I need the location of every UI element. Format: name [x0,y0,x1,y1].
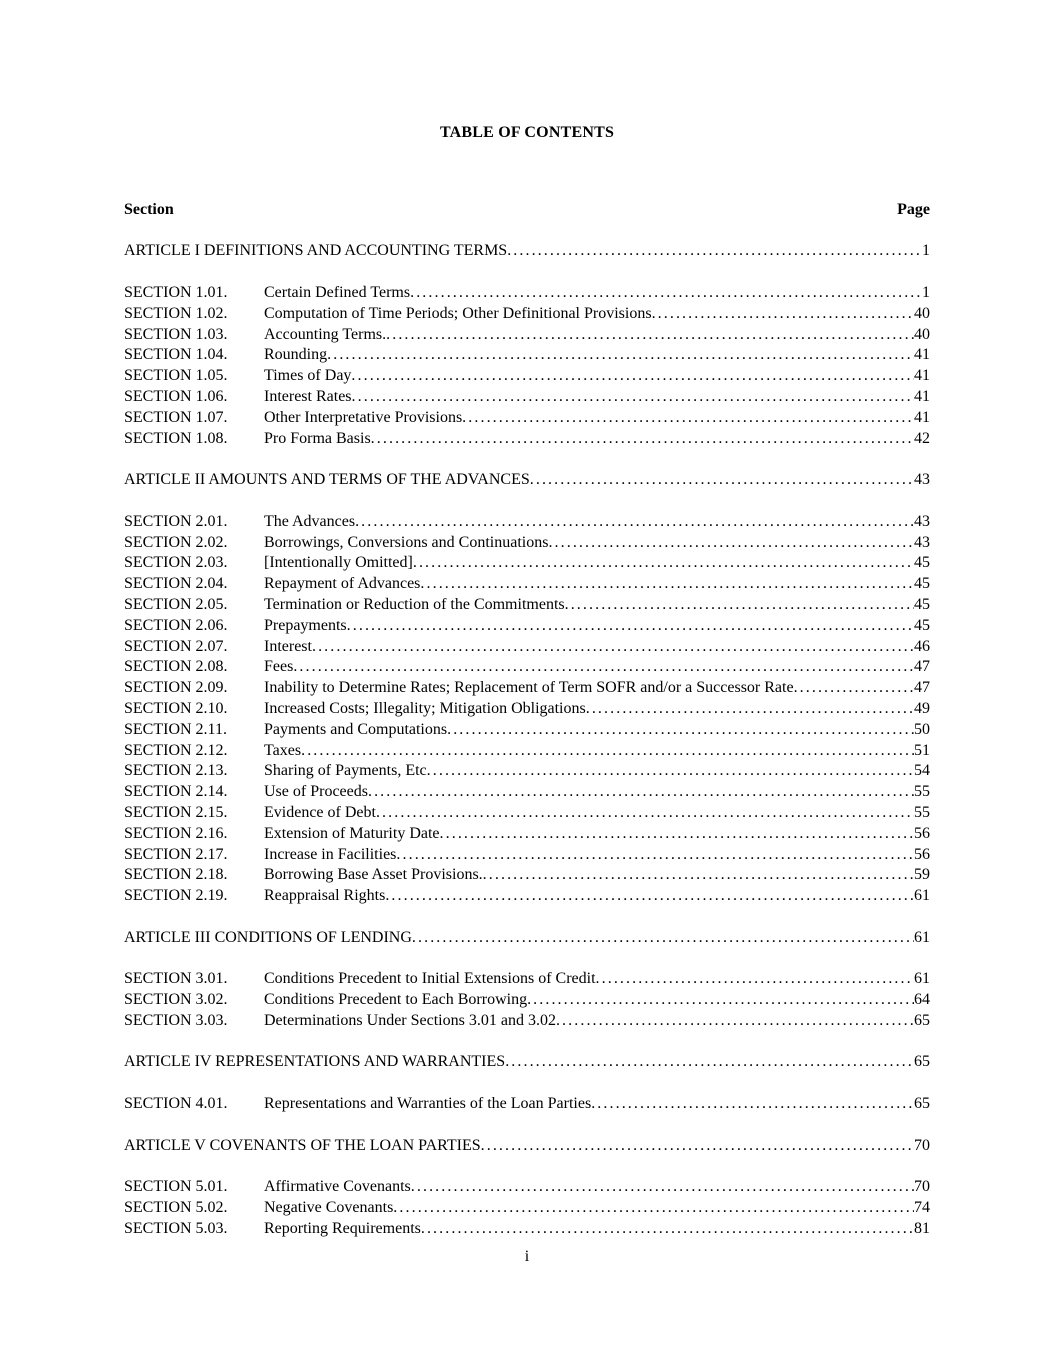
section-number: SECTION 2.09. [124,679,228,697]
entry-page-number: 61 [914,928,930,946]
toc-section-row [124,1177,930,1198]
section-title: Interest [264,637,312,655]
page-title: TABLE OF CONTENTS [439,124,615,141]
toc-article-row [124,1136,930,1157]
dot-leader [794,678,914,699]
entry-page-number: 65 [914,1095,930,1113]
entry-page-number: 49 [914,699,930,717]
dot-leader [447,720,914,741]
entry-page-number: 55 [914,803,930,821]
toc-section-row [124,865,930,886]
article-label: ARTICLE II AMOUNTS AND TERMS OF THE ADVANCES [124,471,530,489]
section-number: SECTION 2.06. [124,616,228,634]
section-number: SECTION 2.19. [124,887,228,905]
article-label: ARTICLE I DEFINITIONS AND ACCOUNTING TERMS [124,242,508,260]
dot-leader [376,803,914,824]
section-column-header: Section [124,200,174,218]
section-title: Increase in Facilities [264,845,397,863]
toc-section-row [124,886,930,907]
entry-page-number: 54 [914,762,930,780]
dot-leader [596,969,914,990]
dot-leader [351,366,914,387]
toc-section-row [124,969,930,990]
entry-page-number: 65 [914,1053,930,1071]
toc-section-row [124,761,930,782]
dot-leader [411,1177,914,1198]
entry-page-number: 47 [914,658,930,676]
dot-leader [530,470,914,491]
section-title: Borrowings, Conversions and Continuations [264,533,549,551]
section-number: SECTION 2.01. [124,512,228,530]
entry-page-number: 43 [914,471,930,489]
section-title: Determinations Under Sections 3.01 and 3.02 [264,1011,556,1029]
section-number: SECTION 1.06. [124,387,228,405]
toc-section-row [124,845,930,866]
entry-page-number: 65 [914,1011,930,1029]
section-number: SECTION 2.15. [124,803,228,821]
toc-section-row [124,824,930,845]
toc-section-row [124,533,930,554]
section-number: SECTION 2.16. [124,824,228,842]
section-number: SECTION 4.01. [124,1095,228,1113]
section-title: Times of Day [264,367,352,385]
section-title: Sharing of Payments, Etc [264,762,427,780]
section-title: Conditions Precedent to Each Borrowing [264,991,528,1009]
section-title: Affirmative Covenants [264,1178,411,1196]
dot-leader [427,761,914,782]
entry-page-number: 51 [914,741,930,759]
dot-leader [312,637,914,658]
section-title: Fees [264,658,294,676]
section-number: SECTION 1.02. [124,304,228,322]
toc-content [124,0,930,1267]
dot-leader [507,241,922,262]
section-number: SECTION 2.10. [124,699,228,717]
section-number: SECTION 2.07. [124,637,228,655]
toc-section-row [124,990,930,1011]
toc-section-row [124,657,930,678]
section-number: SECTION 1.08. [124,429,228,447]
toc-section-row [124,283,930,304]
toc-section-row [124,637,930,658]
dot-leader [293,657,914,678]
section-title: Representations and Warranties of the Loan Parties [264,1095,592,1113]
entry-page-number: 46 [914,637,930,655]
toc-section-row [124,574,930,595]
toc-article-row [124,470,930,491]
dot-leader [652,304,914,325]
entry-page-number: 45 [914,616,930,634]
toc-section-row [124,741,930,762]
section-number: SECTION 2.03. [124,554,228,572]
dot-leader [412,928,914,949]
dot-leader [355,512,914,533]
entry-page-number: 42 [914,429,930,447]
entry-page-number: 40 [914,304,930,322]
dot-leader [352,387,914,408]
dot-leader [481,1136,914,1157]
entry-page-number: 59 [914,866,930,884]
section-number: SECTION 2.08. [124,658,228,676]
section-number: SECTION 1.01. [124,283,228,301]
section-title: Certain Defined Terms [264,283,411,301]
section-title: Prepayments [264,616,347,634]
entry-page-number: 55 [914,783,930,801]
entry-page-number: 1 [922,283,930,301]
section-title: Evidence of Debt [264,803,376,821]
section-number: SECTION 2.12. [124,741,228,759]
entry-page-number: 61 [914,887,930,905]
section-title: Conditions Precedent to Initial Extensions of Credit [264,970,596,988]
dot-leader [327,345,914,366]
dot-leader [385,886,914,907]
section-number: SECTION 5.02. [124,1199,228,1217]
section-title: Extension of Maturity Date [264,824,440,842]
section-title: Accounting Terms. [264,325,387,343]
page-column-header: Page [897,200,930,218]
toc-section-row [124,1094,930,1115]
section-number: SECTION 2.14. [124,783,228,801]
section-number: SECTION 2.02. [124,533,228,551]
dot-leader [440,824,914,845]
footer-page-number: i [524,1247,530,1265]
dot-leader [565,595,914,616]
entry-page-number: 70 [914,1178,930,1196]
section-title: Repayment of Advances [264,575,421,593]
dot-leader [556,1011,914,1032]
article-label: ARTICLE IV REPRESENTATIONS AND WARRANTIES [124,1053,506,1071]
toc-section-row [124,1198,930,1219]
toc-section-row [124,387,930,408]
section-title: Inability to Determine Rates; Replacement of Term SOFR and/or a Successor Rate [264,679,794,697]
dot-leader [421,1219,914,1240]
entry-page-number: 74 [914,1199,930,1217]
toc-article-row [124,1052,930,1073]
dot-leader [301,741,914,762]
dot-leader [396,845,914,866]
column-headers [124,200,930,221]
entry-page-number: 41 [914,408,930,426]
toc-section-row [124,325,930,346]
section-number: SECTION 1.04. [124,346,228,364]
dot-leader [420,574,914,595]
toc-section-row [124,512,930,533]
toc-section-row [124,345,930,366]
section-number: SECTION 2.17. [124,845,228,863]
dot-leader [413,553,914,574]
article-label: ARTICLE V COVENANTS OF THE LOAN PARTIES [124,1136,481,1154]
dot-leader [371,429,914,450]
section-title: Reporting Requirements [264,1219,421,1237]
section-title: Pro Forma Basis [264,429,371,447]
section-title: Increased Costs; Illegality; Mitigation Obligations [264,699,586,717]
section-title: Interest Rates [264,387,352,405]
entry-page-number: 45 [914,595,930,613]
section-title: Use of Proceeds [264,783,368,801]
toc-section-row [124,699,930,720]
section-number: SECTION 3.02. [124,991,228,1009]
section-number: SECTION 2.05. [124,595,228,613]
section-title: Computation of Time Periods; Other Definitional Provisions [264,304,652,322]
entry-page-number: 45 [914,575,930,593]
dot-leader [368,782,914,803]
entry-page-number: 43 [914,533,930,551]
section-number: SECTION 5.01. [124,1178,228,1196]
section-number: SECTION 2.18. [124,866,228,884]
toc-section-row [124,678,930,699]
section-title: Taxes [264,741,302,759]
dot-leader [393,1198,914,1219]
article-label: ARTICLE III CONDITIONS OF LENDING [124,928,412,946]
entry-page-number: 50 [914,720,930,738]
section-number: SECTION 5.03. [124,1219,228,1237]
section-number: SECTION 1.03. [124,325,228,343]
entry-page-number: 70 [914,1136,930,1154]
dot-leader [462,408,914,429]
dot-leader [483,865,914,886]
section-number: SECTION 3.01. [124,970,228,988]
dot-leader [548,533,914,554]
dot-leader [586,699,914,720]
section-title: Rounding [264,346,328,364]
entry-page-number: 41 [914,346,930,364]
section-title: Negative Covenants [264,1199,394,1217]
toc-section-row [124,1219,930,1240]
toc-section-row [124,720,930,741]
toc-section-row [124,803,930,824]
section-number: SECTION 2.04. [124,575,228,593]
toc-article-row [124,241,930,262]
entry-page-number: 61 [914,970,930,988]
toc-section-row [124,553,930,574]
toc-section-row [124,366,930,387]
section-number: SECTION 1.07. [124,408,228,426]
dot-leader [410,283,922,304]
toc-article-row [124,928,930,949]
toc-section-row [124,408,930,429]
entry-page-number: 45 [914,554,930,572]
entry-page-number: 43 [914,512,930,530]
dot-leader [527,990,914,1011]
entry-page-number: 41 [914,367,930,385]
entry-page-number: 47 [914,679,930,697]
dot-leader [505,1052,914,1073]
dot-leader [591,1094,914,1115]
entry-page-number: 56 [914,824,930,842]
toc-section-row [124,616,930,637]
section-title: Borrowing Base Asset Provisions. [264,866,483,884]
toc-section-row [124,595,930,616]
entry-page-number: 56 [914,845,930,863]
dot-leader [347,616,914,637]
section-number: SECTION 2.13. [124,762,228,780]
toc-section-row [124,304,930,325]
entry-page-number: 41 [914,387,930,405]
section-title: The Advances [264,512,356,530]
toc-section-row [124,782,930,803]
section-title: Reappraisal Rights [264,887,386,905]
entry-page-number: 1 [922,242,930,260]
section-number: SECTION 3.03. [124,1011,228,1029]
toc-entries [124,241,930,1239]
toc-section-row [124,429,930,450]
entry-page-number: 40 [914,325,930,343]
dot-leader [386,325,914,346]
section-title: [Intentionally Omitted] [264,554,413,572]
entry-page-number: 81 [914,1219,930,1237]
section-number: SECTION 1.05. [124,367,228,385]
section-title: Other Interpretative Provisions [264,408,463,426]
entry-page-number: 64 [914,991,930,1009]
section-number: SECTION 2.11. [124,720,227,738]
toc-section-row [124,1011,930,1032]
section-title: Payments and Computations [264,720,448,738]
section-title: Termination or Reduction of the Commitments [264,595,565,613]
